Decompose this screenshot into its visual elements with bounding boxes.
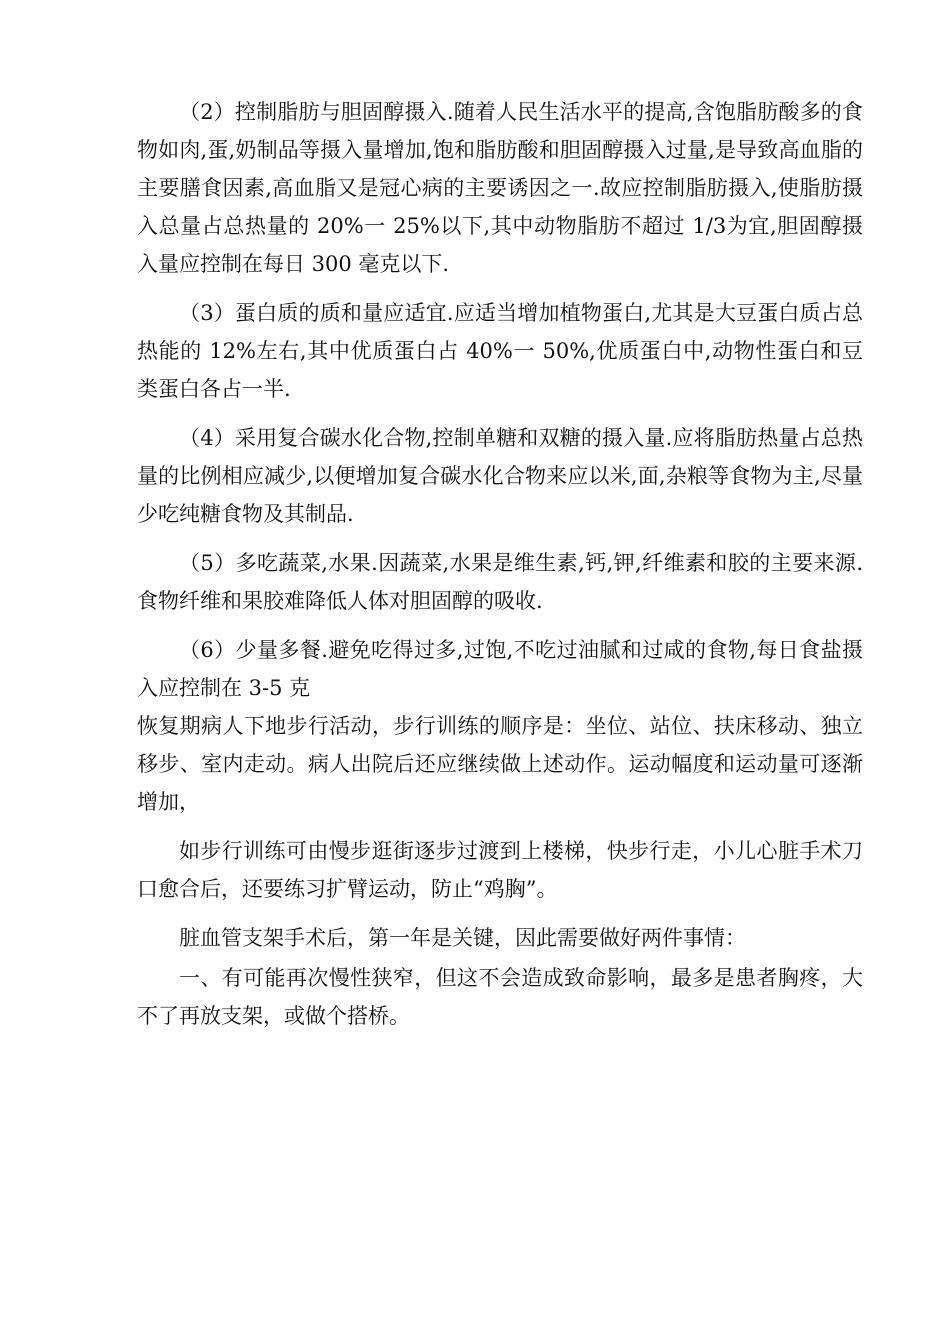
paragraph-stent-surgery: 脏血管支架手术后，第一年是关键，因此需要做好两件事情： <box>179 926 746 950</box>
paragraph-carbohydrate: （4）采用复合碳水化合物,控制单糖和双糖的摄入量.应将脂肪热量占总热量的比例相应减少,以便增加复合碳水化合物来应以米,面,杂粮等食物为主,尽量少吃纯糖食物及其制品. <box>137 426 863 526</box>
paragraph-small-meals: （6）少量多餐.避免吃得过多,过饱,不吃过油腻和过咸的食物,每日食盐摄入应控制在 3-5 克 <box>137 638 863 700</box>
paragraph-fat-cholesterol: （2）控制脂肪与胆固醇摄入.随着人民生活水平的提高,含饱脂肪酸多的食物如肉,蛋,奶制品等摄入量增加,饱和脂肪酸和胆固醇摄入过量,是导致高血脂的主要膳食因素,高血脂又是冠心病的主要诱因之一.故应控制脂肪摄入,使脂肪摄入总量占总热量的 20%一 25%以下,其中动物脂肪不超过 1/3为宜,胆固醇摄入量应控制在每日 300 毫克以下. <box>137 100 863 276</box>
document-body <box>137 93 863 1035</box>
paragraph-protein: （3）蛋白质的质和量应适宜.应适当增加植物蛋白,尤其是大豆蛋白质占总热能的 12%左右,其中优质蛋白占 40%一 50%,优质蛋白中,动物性蛋白和豆类蛋白各占一半. <box>137 301 863 401</box>
paragraph-vegetables-fruit: （5）多吃蔬菜,水果.因蔬菜,水果是维生素,钙,钾,纤维素和胶的主要来源.食物纤维和果胶难降低人体对胆固醇的吸收. <box>137 551 863 613</box>
paragraph-point-one: 一、有可能再次慢性狭窄，但这不会造成致命影响，最多是患者胸疼，大不了再放支架，或做个搭桥。 <box>137 966 863 1028</box>
paragraph-arm-exercise: 如步行训练可由慢步逛街逐步过渡到上楼梯，快步行走，小儿心脏手术刀口愈合后，还要练习扩臂运动，防止“鸡胸”。 <box>137 839 863 901</box>
paragraph-walking-training: 恢复期病人下地步行活动，步行训练的顺序是：坐位、站位、扶床移动、独立移步、室内走动。病人出院后还应继续做上述动作。运动幅度和运动量可逐渐增加， <box>137 714 863 814</box>
